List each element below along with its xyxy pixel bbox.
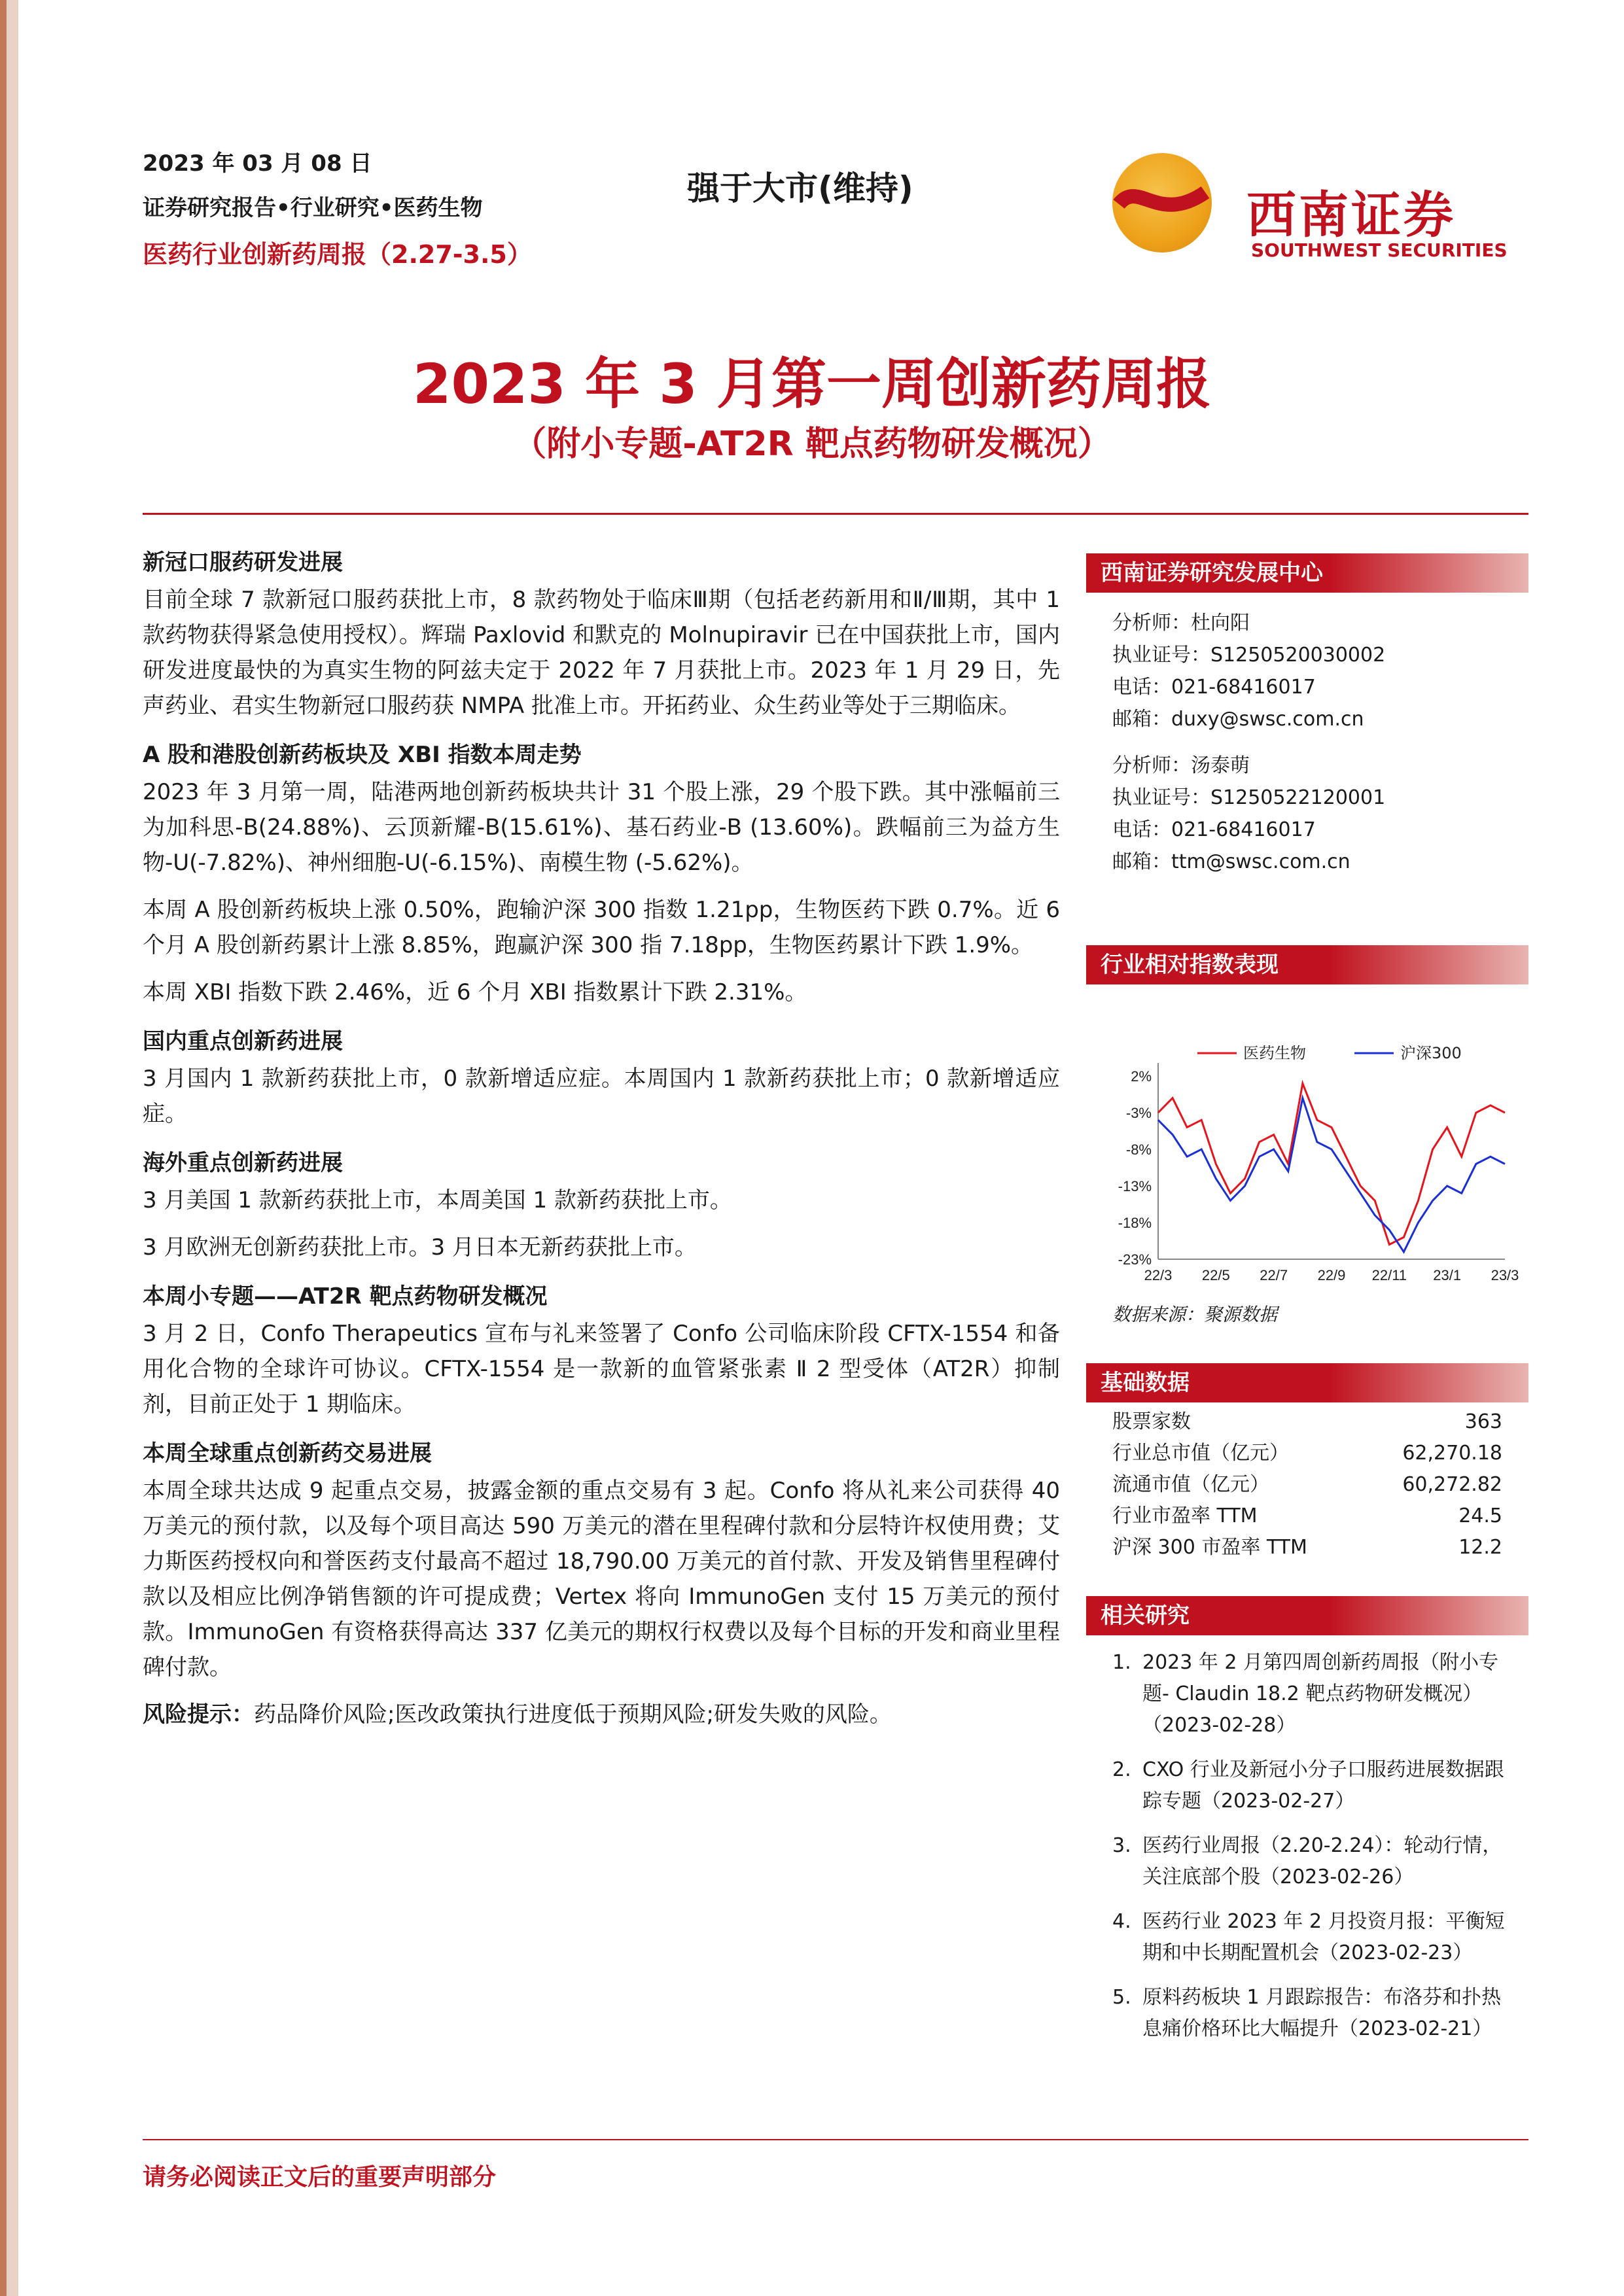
section-heading: 海外重点创新药进展 (143, 1150, 343, 1176)
analyst-mail (1086, 703, 1528, 735)
page-title: 2023 年 3 月第一周创新药周报 (413, 352, 1211, 416)
related-num: 3. (1112, 1834, 1131, 1857)
risk-label: 风险提示： (143, 1701, 254, 1728)
x-tick-label: 22/9 (1317, 1267, 1346, 1283)
label: 邮箱： (1112, 708, 1171, 731)
index-title: 行业相对指数表现 (1086, 945, 1528, 984)
basic-title: 基础数据 (1086, 1363, 1528, 1402)
basic-key: 股票家数 (1112, 1410, 1191, 1433)
basic-value: 62,270.18 (1402, 1442, 1502, 1465)
basic-row (1086, 1532, 1528, 1563)
analyst-name (1086, 750, 1528, 782)
x-tick-label: 23/3 (1491, 1267, 1519, 1283)
x-tick-label: 22/11 (1371, 1267, 1407, 1283)
rating-label: 强于大市(维持) (687, 169, 913, 207)
related-list (1086, 1635, 1528, 2045)
x-tick-label: 22/3 (1144, 1267, 1173, 1283)
value: duxy@swsc.com.cn (1171, 708, 1364, 731)
value: 杜向阳 (1191, 612, 1250, 635)
section-domestic (143, 1022, 1060, 1132)
analyst-tel (1086, 671, 1528, 703)
section-heading: A 股和港股创新药板块及 XBI 指数本周走势 (143, 742, 582, 768)
footer-disclaimer: 请务必阅读正文后的重要声明部分 (143, 2164, 497, 2191)
x-tick-label: 23/1 (1433, 1267, 1462, 1283)
y-tick-label: -8% (1125, 1141, 1152, 1158)
basic-value: 24.5 (1458, 1505, 1502, 1527)
basic-value: 60,272.82 (1402, 1473, 1502, 1496)
section-paragraph: 3 月 2 日，Confo Therapeutics 宣布与礼来签署了 Confo 公司临床阶段 CFTX-1554 和备用化合物的全球许可协议。CFTX-1554 是一款新的血管紧张素 Ⅱ 2 型受体（AT2R）抑制剂，目前正处于 1 期临床。 (143, 1321, 1060, 1418)
title-divider (143, 513, 1528, 515)
value: S1250520030002 (1210, 644, 1386, 667)
x-tick-label: 22/5 (1201, 1267, 1230, 1283)
related-text: 原料药板块 1 月跟踪报告：布洛芬和扑热息痛价格环比大幅提升（2023-02-21） (1142, 1986, 1502, 2040)
section-heading: 新冠口服药研发进展 (143, 549, 343, 576)
index-chart (1086, 984, 1528, 1283)
risk-text: 药品降价风险;医改政策执行进度低于预期风险;研发失败的风险。 (254, 1701, 892, 1728)
section-paragraph: 本周全球共达成 9 起重点交易，披露金额的重点交易有 3 起。Confo 将从礼来公司获得 40 万美元的预付款，以及每个项目高达 590 万美元的潜在里程碑付款和分层特许权使用费；艾力斯医药授权向和誉医药支付最高不超过 18,790.00 万美元的首付款、开发及销售里程碑付款以及相应比例净销售额的许可提成费；Vertex 将向 ImmunoGen 支付 15 万美元的预付款。ImmunoGen 有资格获得高达 337 亿美元的期权行权费以及每个目标的开发和商业里程碑付款。 (143, 1478, 1060, 1680)
value: 汤泰萌 (1191, 754, 1250, 777)
main-column (143, 543, 1060, 1732)
section-paragraph: 3 月美国 1 款新药获批上市，本周美国 1 款新药获批上市。 (143, 1187, 732, 1213)
label: 电话： (1112, 676, 1171, 699)
basic-key: 流通市值（亿元） (1112, 1473, 1269, 1496)
y-tick-label: -18% (1118, 1215, 1152, 1231)
legend-label: 医药生物 (1243, 1044, 1306, 1062)
analyst-cert (1086, 639, 1528, 671)
weekly-title: 医药行业创新药周报（2.27-3.5） (143, 240, 532, 269)
section-heading: 本周全球重点创新药交易进展 (143, 1440, 432, 1467)
sidebar-index (1086, 945, 1528, 1283)
series-line-1 (1158, 1083, 1505, 1244)
related-item[interactable] (1112, 1754, 1515, 1817)
value: S1250522120001 (1210, 786, 1386, 809)
label: 电话： (1112, 818, 1171, 841)
label: 邮箱： (1112, 850, 1171, 873)
basic-key: 行业市盈率 TTM (1112, 1505, 1258, 1527)
basic-key: 行业总市值（亿元） (1112, 1442, 1289, 1465)
section-special-topic (143, 1277, 1060, 1422)
section-covid-drugs (143, 543, 1060, 723)
series-line-2 (1158, 1098, 1505, 1252)
page-subtitle: （附小专题-AT2R 靶点药物研发概况） (512, 425, 1112, 464)
related-num: 2. (1112, 1758, 1131, 1781)
logo-english: SOUTHWEST SECURITIES (1251, 239, 1508, 261)
center-title: 西南证券研究发展中心 (1086, 553, 1528, 593)
value: ttm@swsc.com.cn (1171, 850, 1350, 873)
section-paragraph: 目前全球 7 款新冠口服药获批上市，8 款药物处于临床Ⅲ期（包括老药新用和Ⅱ/Ⅲ期，其中 1 款药物获得紧急使用授权）。辉瑞 Paxlovid 和默克的 Molnupiravir 已在中国获批上市，国内研发进度最快的为真实生物的阿兹夫定于 2022 年 7 月获批上市。2023 年 1 月 29 日，先声药业、君实生物新冠口服药获 NMPA 批准上市。开拓药业、众生药业等处于三期临床。 (143, 587, 1060, 719)
y-tick-label: 2% (1131, 1068, 1152, 1085)
section-paragraph: 3 月国内 1 款新药获批上市，0 款新增适应症。本周国内 1 款新药获批上市；0 款新增适应症。 (143, 1066, 1060, 1127)
analyst-name (1086, 607, 1528, 639)
section-paragraph: 3 月欧洲无创新药获批上市。3 月日本无新药获批上市。 (143, 1234, 697, 1261)
related-num: 1. (1112, 1651, 1131, 1674)
analyst-cert (1086, 782, 1528, 814)
sidebar-basic (1086, 1363, 1528, 1563)
basic-table (1086, 1402, 1528, 1563)
related-text: CXO 行业及新冠小分子口服药进展数据跟踪专题（2023-02-27） (1142, 1758, 1504, 1813)
related-num: 5. (1112, 1986, 1131, 2009)
label: 执业证号： (1112, 786, 1210, 809)
related-item[interactable] (1112, 1982, 1515, 2045)
section-market-trend (143, 735, 1060, 1010)
x-tick-label: 22/7 (1260, 1267, 1288, 1283)
sidebar-related (1086, 1596, 1528, 2058)
section-deals (143, 1434, 1060, 1685)
related-item[interactable] (1112, 1906, 1515, 1969)
value: 021-68416017 (1171, 676, 1316, 699)
related-item[interactable] (1112, 1647, 1515, 1741)
related-text: 2023 年 2 月第四周创新药周报（附小专题- Claudin 18.2 靶点药物研发概况）（2023-02-28） (1142, 1651, 1499, 1737)
risk-note (143, 1697, 1060, 1732)
section-paragraph: 2023 年 3 月第一周，陆港两地创新药板块共计 31 个股上涨，29 个股下跌。其中涨幅前三为加科思-B(24.88%)、云顶新耀-B(15.61%)、基石药业-B (13.60%)。跌幅前三为益方生物-U(-7.82%)、神州细胞-U(-6.15%)、南模生物 (-5.62%)。 (143, 779, 1060, 876)
basic-row (1086, 1469, 1528, 1501)
footer-divider (143, 2139, 1528, 2140)
basic-key: 沪深 300 市盈率 TTM (1112, 1536, 1307, 1559)
section-paragraph: 本周 XBI 指数下跌 2.46%，近 6 个月 XBI 指数累计下跌 2.31%。 (143, 979, 807, 1005)
section-heading: 本周小专题——AT2R 靶点药物研发概况 (143, 1283, 548, 1310)
report-category: 证券研究报告•行业研究•医药生物 (143, 195, 483, 221)
related-item[interactable] (1112, 1830, 1515, 1893)
label: 执业证号： (1112, 644, 1210, 667)
value: 021-68416017 (1171, 818, 1316, 841)
section-heading: 国内重点创新药进展 (143, 1028, 343, 1054)
analyst-tel (1086, 814, 1528, 846)
logo-text: 西南证券 (1246, 186, 1456, 244)
sidebar-analysts (1086, 553, 1528, 878)
legend-label: 沪深300 (1400, 1044, 1462, 1062)
logo-icon (1112, 153, 1212, 252)
analyst-mail (1086, 846, 1528, 878)
y-tick-label: -23% (1118, 1251, 1152, 1268)
label: 分析师： (1112, 754, 1191, 777)
chart-source: 数据来源：聚源数据 (1112, 1304, 1278, 1325)
basic-value: 12.2 (1458, 1536, 1502, 1559)
y-tick-label: -13% (1118, 1178, 1152, 1194)
section-overseas (143, 1143, 1060, 1265)
section-paragraph: 本周 A 股创新药板块上涨 0.50%，跑输沪深 300 指数 1.21pp，生物医药下跌 0.7%。近 6 个月 A 股创新药累计上涨 8.85%，跑赢沪深 300 指 7.18pp，生物医药累计下跌 1.9%。 (143, 897, 1060, 958)
related-title: 相关研究 (1086, 1596, 1528, 1635)
basic-row (1086, 1406, 1528, 1438)
report-date: 2023 年 03 月 08 日 (143, 150, 372, 177)
basic-value: 363 (1464, 1410, 1502, 1433)
basic-row (1086, 1438, 1528, 1469)
related-text: 医药行业周报（2.20-2.24）：轮动行情，关注底部个股（2023-02-26） (1142, 1834, 1502, 1888)
label: 分析师： (1112, 612, 1191, 635)
related-text: 医药行业 2023 年 2 月投资月报：平衡短期和中长期配置机会（2023-02-23） (1142, 1910, 1505, 1964)
related-num: 4. (1112, 1910, 1131, 1933)
y-tick-label: -3% (1125, 1105, 1152, 1121)
basic-row (1086, 1501, 1528, 1532)
